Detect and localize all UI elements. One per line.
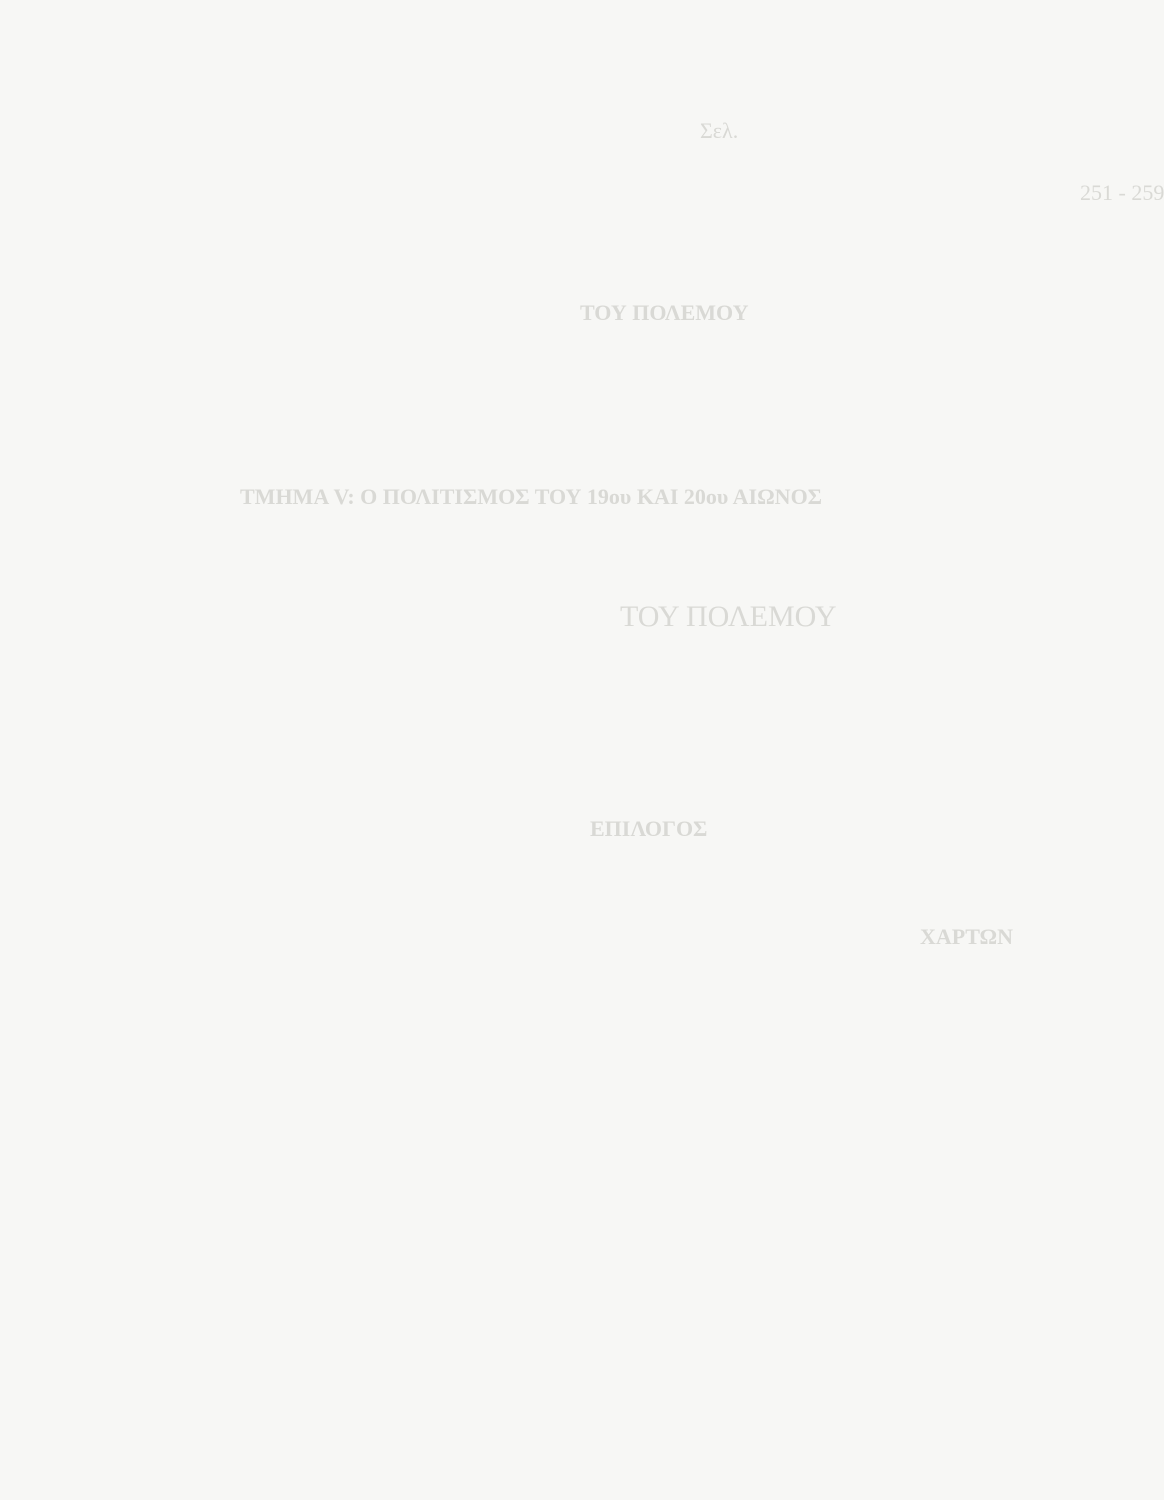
bleed-through-text: ΤΜΗΜΑ V: Ο ΠΟΛΙΤΙΣΜΟΣ ΤΟΥ 19ου ΚΑΙ 20ου ΑΙΩΝΟΣ	[240, 484, 823, 509]
bleed-through-text: ΕΠΙΛΟΓΟΣ	[590, 816, 708, 841]
bleed-through-text: Σελ.	[700, 118, 739, 143]
bleed-through-text: ΧΑΡΤΩΝ	[920, 924, 1013, 949]
bleed-through-text: ΤΟΥ ΠΟΛΕΜΟΥ	[580, 300, 749, 325]
bleed-through-text: ΤΟΥ ΠΟΛΕΜΟΥ	[620, 600, 837, 633]
bleed-through-text: 251 - 259	[1080, 180, 1164, 205]
